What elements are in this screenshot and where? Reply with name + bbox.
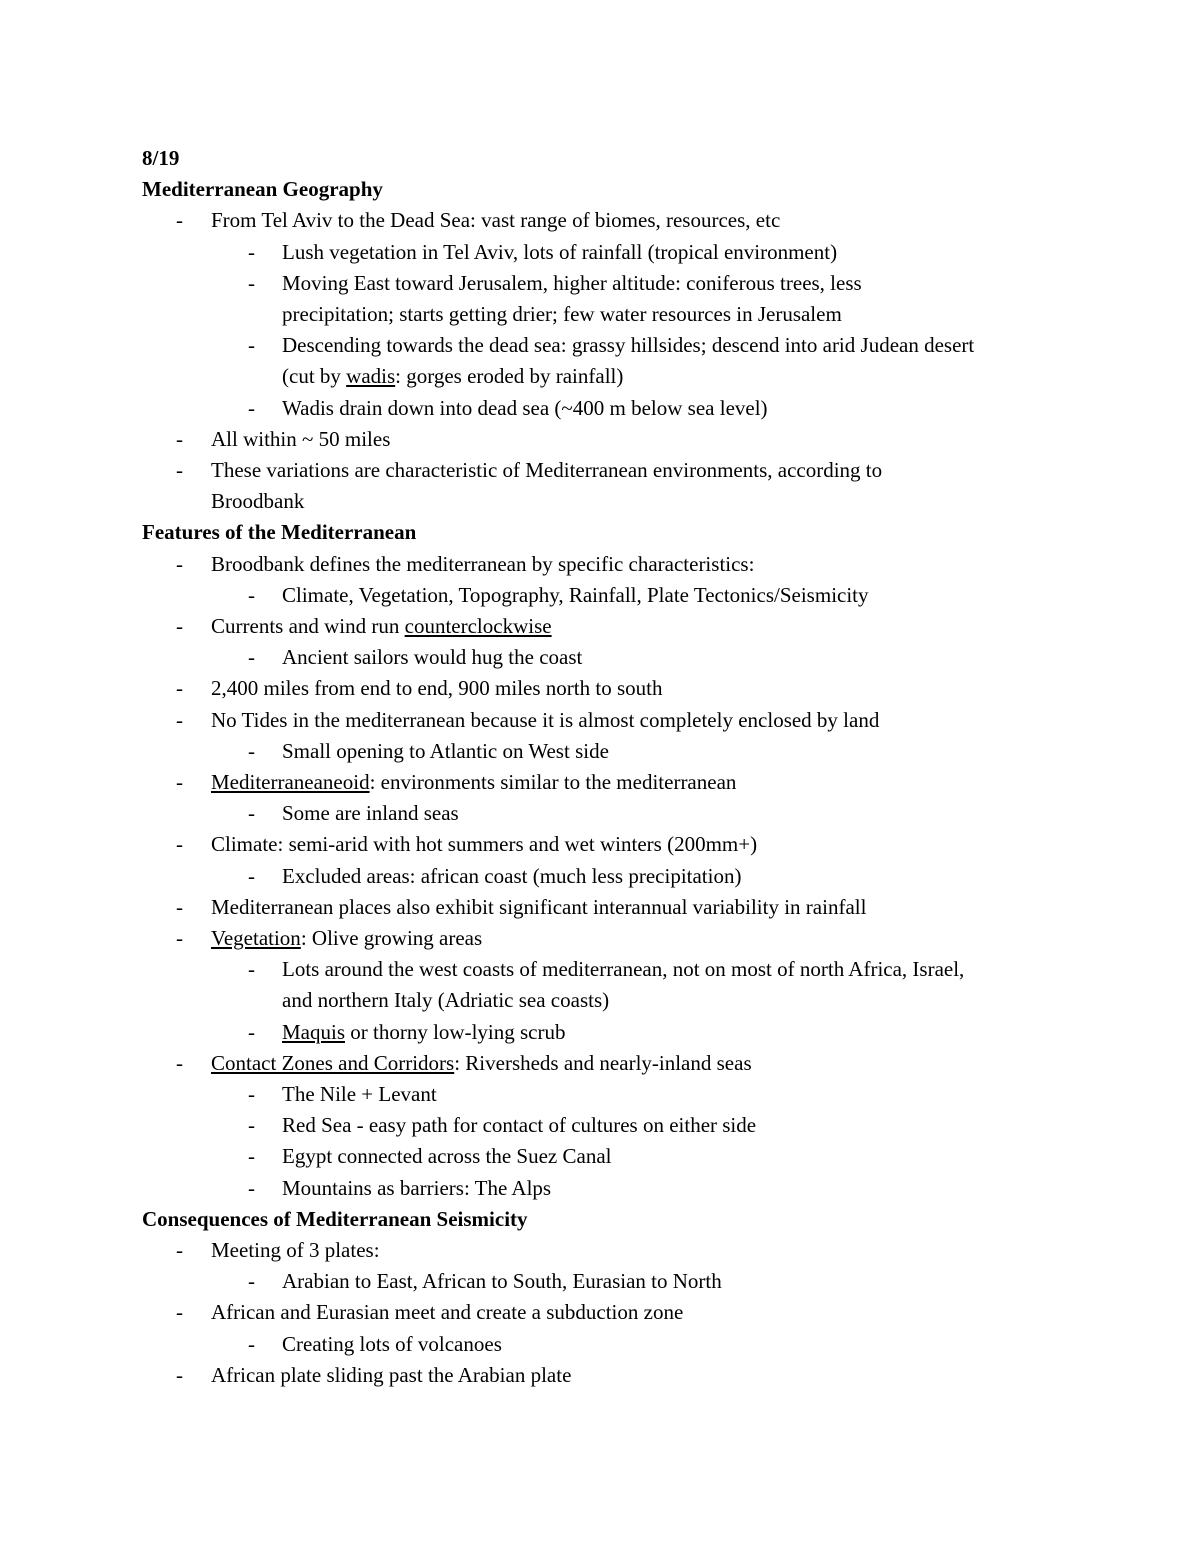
bullet-dash: - [176,676,183,701]
section-heading: Mediterranean Geography [142,177,383,202]
bullet-item [282,736,609,767]
underlined-term: Maquis [282,1019,345,1044]
text-segment: All within ~ 50 miles [211,426,391,451]
note-date: 8/19 [142,146,180,170]
bullet-item [282,798,459,829]
bullet-item-continuation [282,985,609,1016]
bullet-dash: - [248,1175,255,1200]
bullet-dash: - [176,894,183,919]
bullet-dash: - [248,582,255,607]
bullet-item [282,1141,611,1172]
bullet-dash: - [176,426,183,451]
bullet-item [211,1235,380,1266]
text-segment: : Olive growing areas [300,926,483,950]
bullet-dash: - [176,614,183,638]
text-segment: : environments similar to the mediterranean [369,770,737,794]
bullet-item [282,642,582,673]
bullet-dash: - [248,1331,255,1356]
text-segment: Mediterranean places also exhibit significant interannual variability in rainfall [211,894,867,919]
bullet-item-continuation [282,361,623,392]
bullet-dash: - [248,1082,255,1106]
bullet-item [211,611,552,642]
bullet-dash: - [248,270,255,295]
bullet-dash: - [176,458,183,482]
bullet-dash: - [176,1050,183,1075]
bullet-item [211,1297,683,1328]
bullet-item [282,580,869,611]
bullet-item [282,1329,502,1360]
text-segment: 2,400 miles from end to end, 900 miles north to south [211,676,663,701]
text-segment: Ancient sailors would hug the coast [282,645,583,670]
text-segment: The Nile + Levant [282,1082,437,1106]
text-segment: Wadis drain down into dead sea (~400 m below sea level) [282,395,768,420]
text-segment: Broodbank defines the mediterranean by specific characteristics: [211,551,755,576]
bullet-dash: - [248,738,255,763]
bullet-item [211,892,866,923]
bullet-item [282,1266,722,1297]
bullet-item [282,1110,756,1141]
text-segment: African plate sliding past the Arabian plate [211,1362,572,1387]
bullet-dash: - [248,801,255,826]
bullet-item [211,549,754,580]
bullet-item [211,829,757,860]
bullet-item [211,923,482,954]
section-heading: Consequences of Mediterranean Seismicity [142,1206,528,1231]
bullet-dash: - [248,239,255,264]
bullet-item [211,1360,571,1391]
bullet-dash: - [176,832,183,857]
bullet-dash: - [248,645,255,670]
text-segment: Currents and wind run [211,614,405,638]
bullet-item [282,1017,565,1048]
bullet-dash: - [248,1269,255,1294]
bullet-item [211,455,882,486]
bullet-item [282,268,862,299]
text-segment: : Riversheds and nearly-inland seas [454,1050,752,1075]
bullet-dash: - [248,863,255,888]
text-segment: Excluded areas: african coast (much less precipitation) [282,863,742,888]
bullet-dash: - [176,551,183,576]
bullet-item [211,673,662,704]
text-segment: Lush vegetation in Tel Aviv, lots of rainfall (tropical environment) [282,239,838,264]
text-segment: Arabian to East, African to South, Eurasian to North [282,1269,722,1294]
bullet-dash: - [248,333,255,358]
bullet-dash: - [248,957,255,982]
text-segment: Some are inland seas [282,801,459,826]
bullet-item-continuation [211,486,304,517]
text-segment: From Tel Aviv to the Dead Sea: vast range of biomes, resources, etc [211,208,781,233]
bullet-dash: - [176,770,183,794]
text-segment: Mountains as barriers: The Alps [282,1175,552,1200]
text-segment: Moving East toward Jerusalem, higher altitude: coniferous trees, less [282,270,862,295]
text-segment: These variations are characteristic of Mediterranean environments, according to [211,458,883,482]
text-segment: Lots around the west coasts of mediterranean, not on most of north Africa, Israel, [282,957,965,982]
underlined-term: Mediterraneaneoid [211,770,370,794]
bullet-dash: - [176,926,183,950]
bullet-dash: - [248,1144,255,1169]
bullet-item [282,330,974,361]
bullet-item [282,237,837,268]
bullet-item [211,1048,752,1079]
bullet-item-continuation [282,299,842,330]
bullet-item [282,861,741,892]
text-segment: Climate: semi-arid with hot summers and wet winters (200mm+) [211,832,758,857]
bullet-item [211,205,780,236]
underlined-term: Contact Zones and Corridors [211,1050,455,1075]
bullet-item [282,393,768,424]
text-segment: No Tides in the mediterranean because it is almost completely enclosed by land [211,707,880,732]
bullet-dash: - [176,208,183,233]
text-segment: Climate, Vegetation, Topography, Rainfall, Plate Tectonics/Seismicity [282,582,869,607]
underlined-term: Vegetation [211,926,301,950]
underlined-term: wadis [346,364,396,389]
bullet-item [282,1079,437,1110]
bullet-dash: - [176,1362,183,1387]
text-segment: precipitation; starts getting drier; few water resources in Jerusalem [282,302,842,326]
text-segment: and northern Italy (Adriatic sea coasts) [282,988,610,1013]
bullet-dash: - [248,1113,255,1138]
bullet-item [282,1173,551,1204]
text-segment: African and Eurasian meet and create a subduction zone [211,1300,684,1325]
bullet-item [211,767,736,798]
text-segment: (cut by [282,364,347,389]
text-segment: Small opening to Atlantic on West side [282,738,609,763]
bullet-item [211,424,390,455]
text-segment: Descending towards the dead sea: grassy hillsides; descend into arid Judean desert [282,333,975,358]
bullet-item [282,954,964,985]
bullet-dash: - [176,1238,183,1262]
bullet-item [211,705,879,736]
bullet-dash: - [176,707,183,732]
bullet-dash: - [248,395,255,420]
text-segment: Meeting of 3 plates: [211,1238,380,1262]
text-segment: Egypt connected across the Suez Canal [282,1144,612,1169]
text-segment: : gorges eroded by rainfall) [395,364,624,389]
section-heading: Features of the Mediterranean [142,520,417,545]
text-segment: Creating lots of volcanoes [282,1331,502,1356]
underlined-term: counterclockwise [404,614,552,638]
text-segment: Red Sea - easy path for contact of cultures on either side [282,1113,757,1138]
text-segment: or thorny low-lying scrub [345,1019,566,1044]
bullet-dash: - [248,1019,255,1044]
text-segment: Broodbank [211,489,305,514]
bullet-dash: - [176,1300,183,1325]
